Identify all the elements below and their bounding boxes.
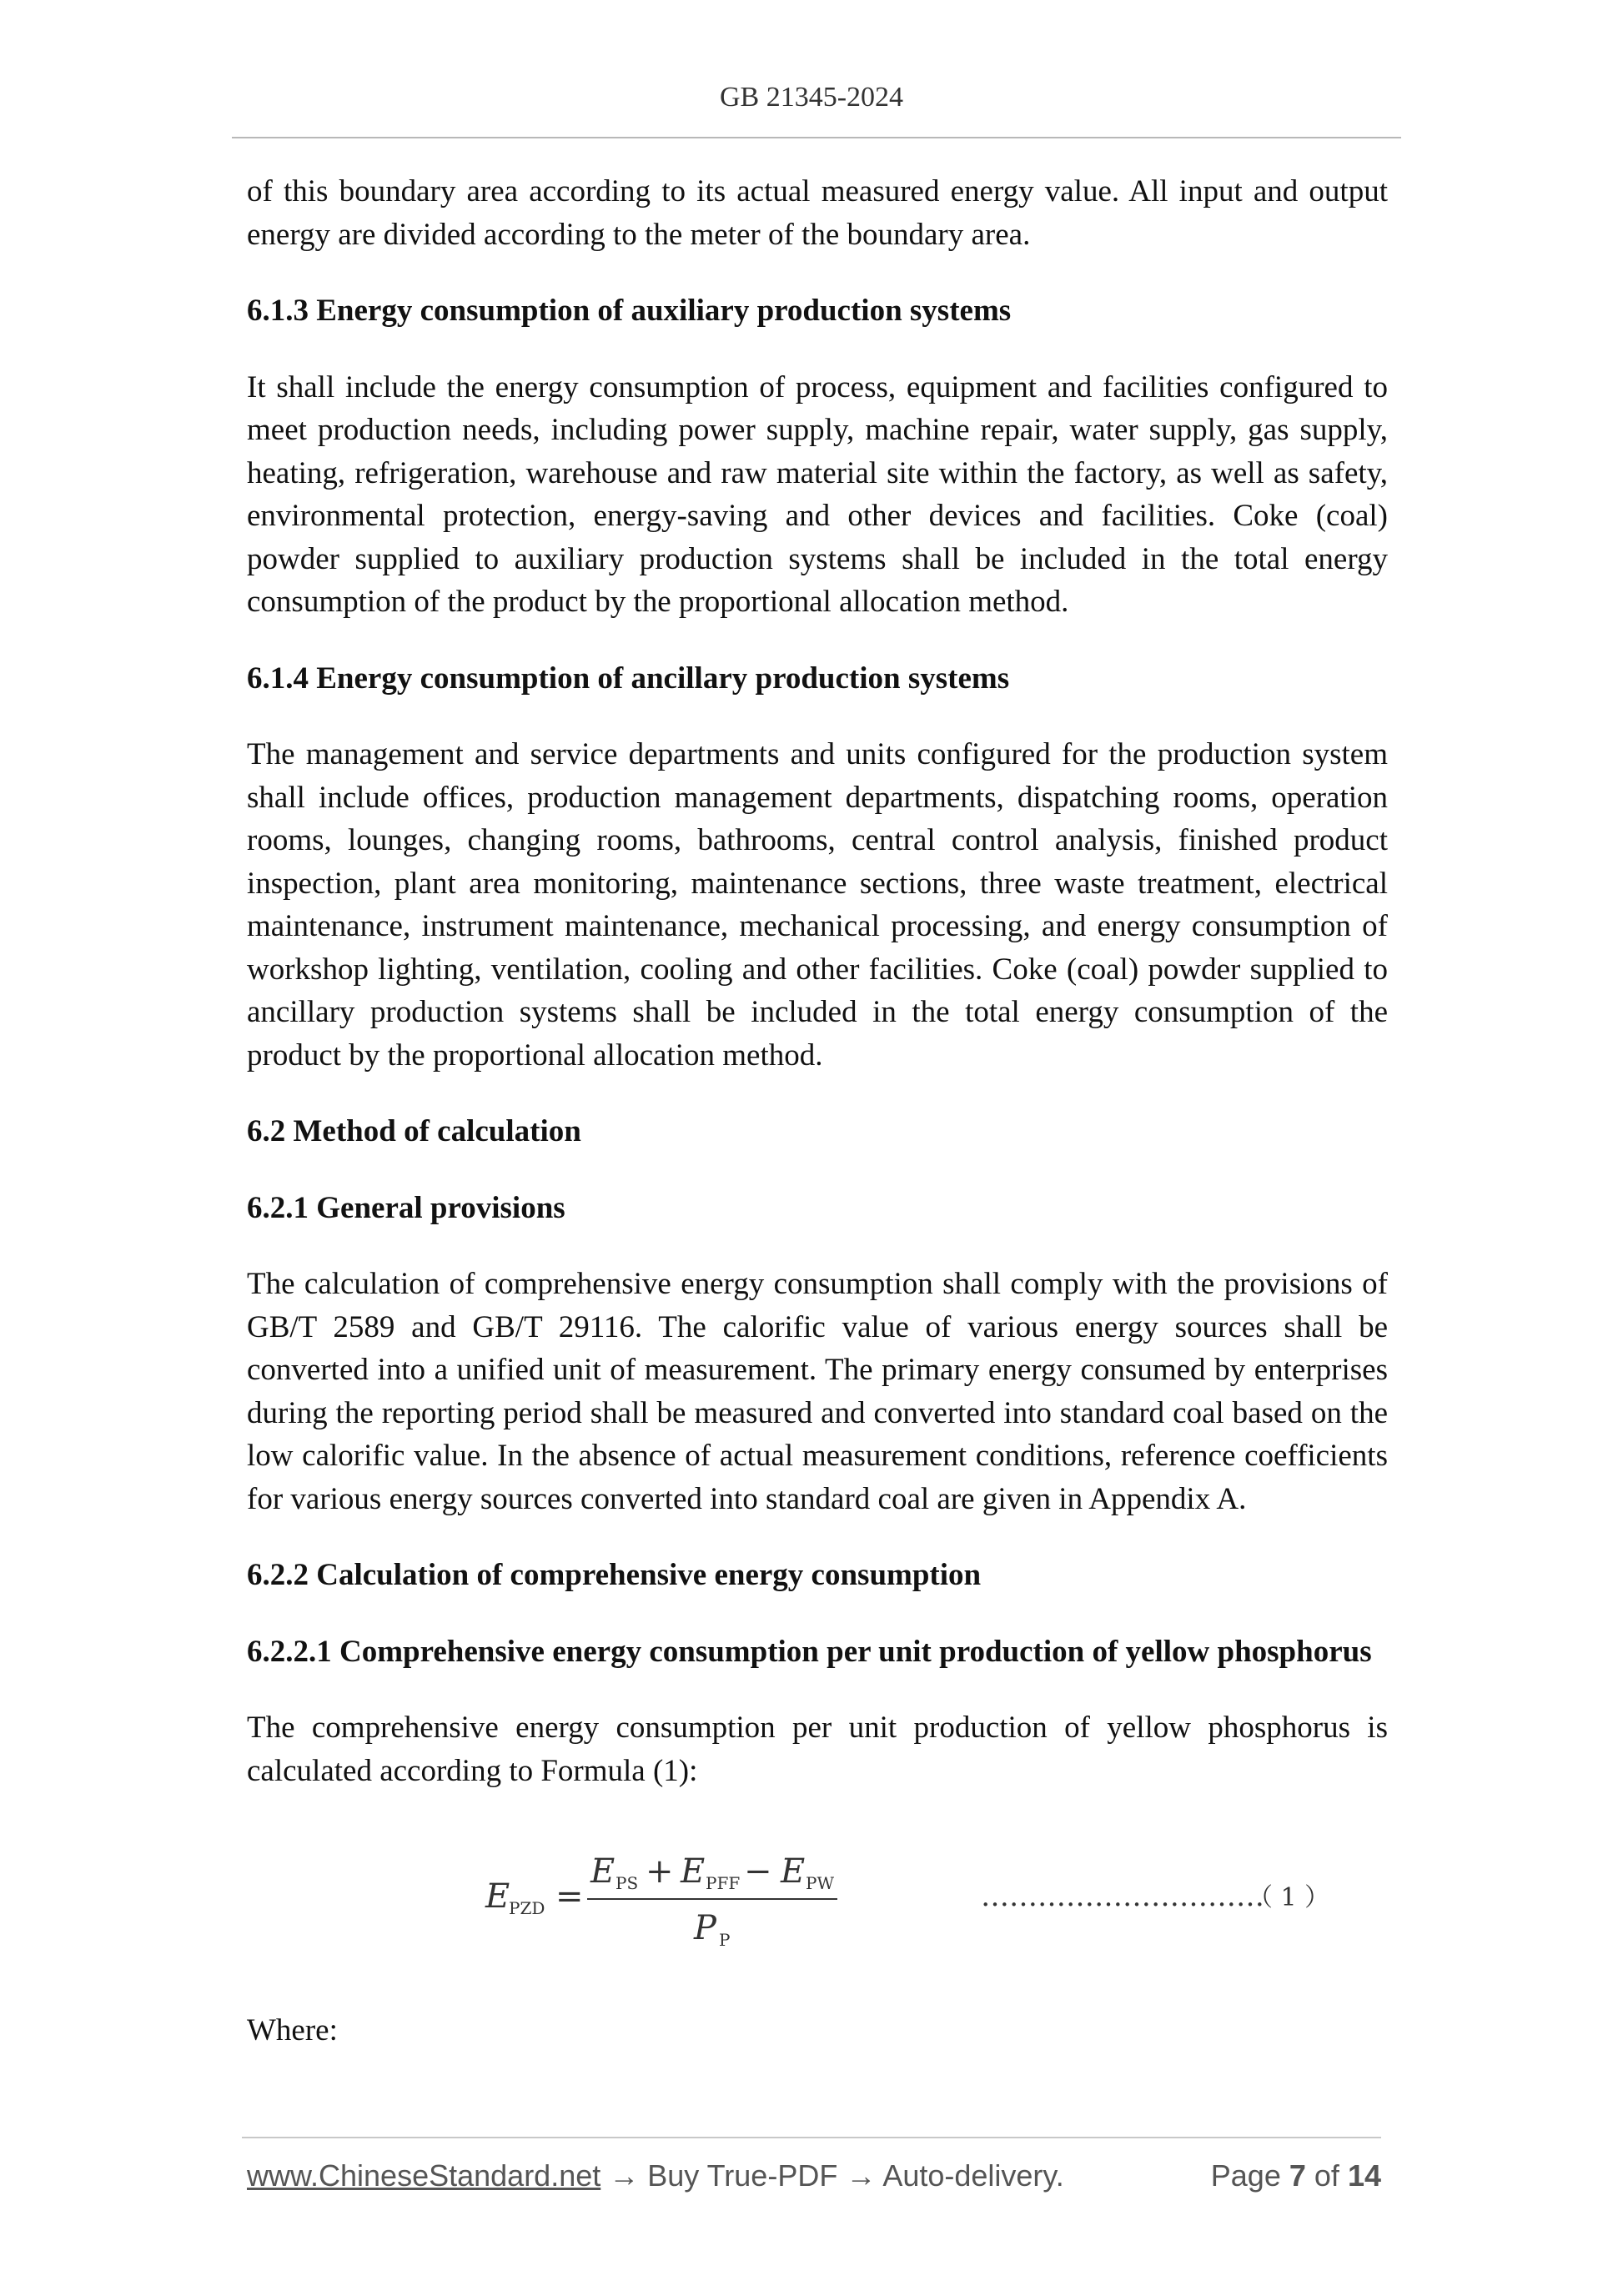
page-footer xyxy=(247,2158,1381,2200)
page-current: 7 xyxy=(1289,2158,1306,2193)
paragraph-6-1-3: It shall include the energy consumption of process, equipment and facilities configured to meet production needs, including power supply, machine repair, water supply, gas supply, heating, refrigeration, warehouse and raw material site within the factory, as well as safety, environmental protection, energy-saving and other devices and facilities. Coke (coal) powder supplied to auxiliary production systems shall be included in the total energy consumption of the product by the proportional allocation method. xyxy=(247,369,1388,619)
formula-svg xyxy=(247,1826,1388,1967)
formula-lhs-subscript: PZD xyxy=(509,1898,545,1918)
where-label: Where: xyxy=(247,2013,338,2047)
heading-6-2-2: 6.2.2 Calculation of comprehensive energy consumption xyxy=(247,1558,982,1592)
footer-divider xyxy=(242,2137,1381,2138)
of-word: of xyxy=(1314,2158,1339,2193)
formula-leader-dots: ………………………… xyxy=(981,1880,1264,1913)
paragraph-6-2-1: The calculation of comprehensive energy consumption shall comply with the provisions of GB/T 2589 and GB/T 29116. The calorific value of various energy sources shall be converted into a unified unit of measurement. The primary energy consumed by enterprises during the reporting period shall be measured and converted into standard coal based on the low calorific value. In the absence of actual measurement conditions, reference coefficients for various energy sources converted into standard coal are given in Appendix A. xyxy=(247,1267,1388,1516)
formula-minus: − xyxy=(744,1852,772,1891)
document-body xyxy=(247,170,1388,2086)
footer-site-link[interactable]: www.ChineseStandard.net xyxy=(247,2158,601,2193)
heading-6-2: 6.2 Method of calculation xyxy=(247,1114,581,1148)
heading-6-1-3: 6.1.3 Energy consumption of auxiliary production systems xyxy=(247,294,1012,328)
page-word: Page xyxy=(1210,2158,1281,2193)
heading-6-2-2-1: 6.2.2.1 Comprehensive energy consumption per unit production of yellow phosphorus xyxy=(247,1634,1372,1669)
heading-6-1-4: 6.1.4 Energy consumption of ancillary production systems xyxy=(247,661,1010,696)
paragraph-6-1-4: The management and service departments and units configured for the production system shall include offices, production management departments, dispatching rooms, operation rooms, lounges, changing rooms, bathrooms, central control analysis, finished product inspection, plant area monitoring, maintenance sections, three waste treatment, electrical maintenance, instrument maintenance, mechanical processing, and energy consumption of workshop lighting, ventilation, cooling and other facilities. Coke (coal) powder supplied to ancillary production systems shall be included in the total energy consumption of the product by the proportional allocation method. xyxy=(247,737,1388,1073)
formula-num-e2: E xyxy=(681,1852,706,1891)
page-indicator xyxy=(1211,2158,1381,2193)
formula-num-e3: E xyxy=(781,1852,806,1891)
paragraph-6-2-2-1: The comprehensive energy consumption per unit production of yellow phosphorus is calculated according to Formula (1): xyxy=(247,1711,1388,1788)
formula-equals: = xyxy=(555,1877,584,1916)
formula-plus: + xyxy=(646,1852,674,1891)
header-divider xyxy=(232,137,1401,138)
formula-den-symbol: P xyxy=(694,1909,716,1947)
formula-num-e1: E xyxy=(590,1852,616,1891)
formula-num-e2-sub: PFF xyxy=(706,1873,741,1893)
formula-num-e1-sub: PS xyxy=(616,1873,639,1893)
formula-1 xyxy=(247,1826,1388,1967)
heading-6-2-1: 6.2.1 General provisions xyxy=(247,1190,565,1225)
footer-promo-text: → Buy True-PDF → Auto-delivery. xyxy=(600,2158,1064,2193)
intro-paragraph: of this boundary area according to its actual measured energy value. All input and output energy are divided according to the meter of the boundary area. xyxy=(247,174,1388,252)
formula-number: （ 1 ） xyxy=(1248,1883,1330,1912)
footer-promo xyxy=(247,2158,1064,2193)
page-total: 14 xyxy=(1347,2158,1381,2193)
page-header: GB 21345-2024 xyxy=(719,82,904,113)
formula-den-sub: P xyxy=(719,1930,731,1950)
formula-num-e3-sub: PW xyxy=(806,1873,835,1893)
formula-lhs-symbol: E xyxy=(485,1877,510,1916)
